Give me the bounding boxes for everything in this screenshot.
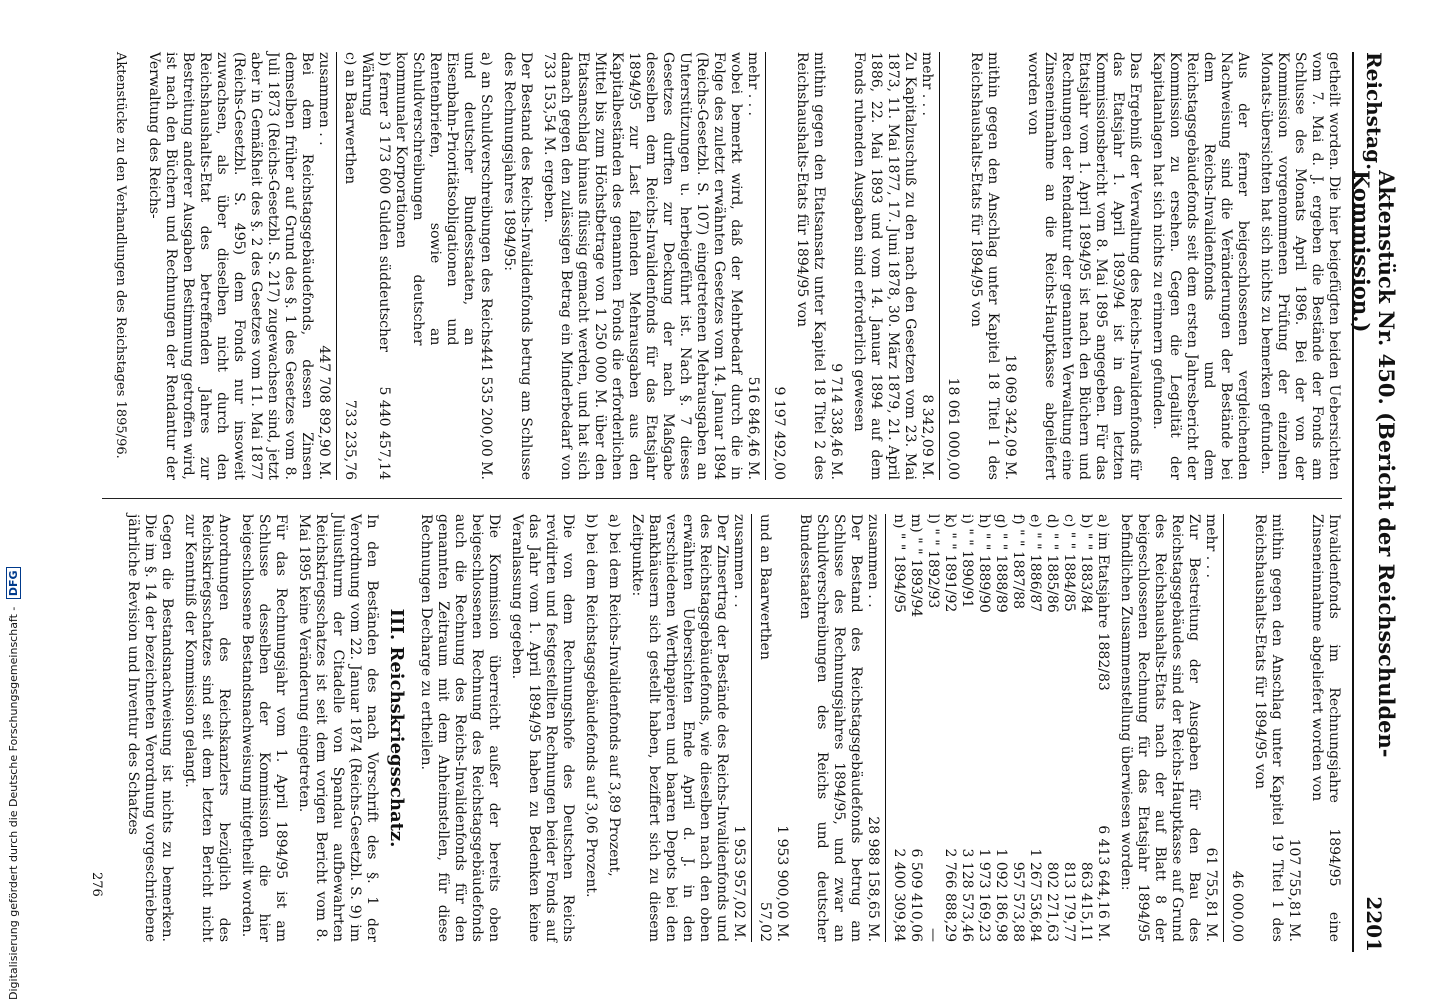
total-label: zusammen . . [731, 514, 747, 608]
paragraph: Invalidenfonds im Rechnungsjahre 1894/95 eine Zinseneinnahme abgeliefert worden von [1309, 514, 1342, 942]
paragraph: Zu Kapitalzuschuß zu den nach den Gesetzen vom 23. Mai 1873, 11. Mai 1877, 17. Juni 1878, 30. März 1879, 21. April 1886, 22. Mai 1893 und vom 14. Januar 1894 auf dem Fonds ruhenden Ausgaben sind erforderlich gewesen [851, 52, 918, 480]
amount-row [358, 52, 392, 480]
item-label: b) ferner 3 173 600 Gulden süddeutscher Währung [359, 52, 392, 352]
paragraph: Das Ergebniß der Verwaltung des Reichs-Invalidenfonds für das Etatsjahr 1. April 1893/94 ist in dem letzten Kommissionsbericht vom 8. Mai 1895 angegeben. Für das Etatsjahr vom 1. April 1894/95 ist nach den Büchern und Rechnungen der Rendantur der genannten Verwaltung eine Zinseneinnahme an die Reichs-Hauptkasse abgeliefert worden von [1025, 52, 1143, 480]
section-heading: III. Reichskriegsschatz. [386, 608, 407, 848]
header-subtitle: (Bericht der Reichsschulden-Kommission.) [1349, 170, 1399, 758]
sum-rule [336, 52, 337, 480]
total-label: mehr . . . [919, 52, 935, 116]
amount: 107 755,81 M. [1286, 838, 1302, 942]
header-page-number: 2201 [1362, 896, 1386, 952]
year-list [890, 514, 1111, 942]
amount: 9 714 338,46 M. [828, 363, 844, 480]
list-item: b) " " 1883/84 863 415,11 [1078, 514, 1094, 942]
total-amount: 8 342,09 M. [919, 394, 935, 480]
amount: 5 440 457,14 [376, 386, 392, 480]
footer-note: Aktenstücke zu den Verhandlungen des Reichstages 1895/96. [113, 52, 128, 459]
list-item: c) " " 1884/85 813 179,77 [1061, 514, 1077, 942]
page-footer-number: 276 [89, 872, 104, 897]
list-item: n) " " 1894/95 2 400 309,84 [891, 514, 907, 942]
paragraph: mithin gegen den Etatsansatz unter Kapitel 18 Titel 2 des Reichshaushalts-Etats für 1894/95 von [794, 52, 827, 480]
amount: 18 061 000,00 [945, 377, 961, 480]
amount: 46 000,00 [1229, 870, 1245, 942]
total-row [864, 514, 881, 942]
total-amount: 28 988 158,65 M. [865, 816, 881, 942]
total-amount: 61 755,81 M. [1203, 847, 1219, 942]
amount-row [770, 52, 787, 480]
list-item: i) " " 1890/91 3 128 573,46 [959, 514, 975, 942]
dfg-logo: DFG [6, 567, 21, 599]
paragraph: Der Zinsertrag der Bestände des Reichs-Invalidenfonds und des Reichstagsgebäudefonds, wie dieselben nach den oben erwähnten Uebersichten Ende April d. J. in den verschiedenen Werthpapieren und baaren Depots bei den Bankhäusern sich gestellt haben, beziffert sich zu diesem Zeitpunkte: [629, 514, 730, 942]
paragraph: Der Bestand des Reichstagsgebäudefonds betrug am Schlusse des Rechnungsjahres 1894/95, und zwar an Schuldverschreibungen des Reichs und deutscher Bundesstaaten [797, 514, 864, 942]
total-label: zusammen . . [316, 52, 332, 146]
paragraph: Der Bestand des Reichs-Invalidenfonds betrug am Schlusse des Rechnungsjahres 1894/95: [501, 52, 534, 480]
amount-row [341, 52, 358, 480]
sum-rule [765, 52, 766, 480]
list-item: d) " " 1885/86 802 271,63 [1044, 514, 1060, 942]
paragraph: Anordnungen des Reichskanzlers bezüglich des Reichskriegsschatzes sind seit dem letzten Bericht nicht zur Kenntniß der Kommission gelangt. [182, 514, 232, 942]
amount: 441 535 200,00 M. [478, 345, 494, 480]
credit-text: Digitalisierung gefördert durch die Deutsche Forschungsgemeinschaft - [7, 606, 20, 1000]
sum-rule [751, 514, 752, 942]
amount-row [773, 514, 790, 942]
page-header [1349, 52, 1399, 952]
paragraph: getheilt worden. Die hier beigefügten beiden Uebersichten vom 7. Mai d. J. ergeben die Bestände der Fonds am Schlusse des Monats April 1896. Bei der von der Kommission vorgenommenen Prüfung der einzelnen Monats-übersichten hat sich nichts zu bemerken gefunden. [1258, 52, 1342, 480]
total-row [744, 52, 761, 480]
amount-row [756, 514, 773, 942]
amount: 18 069 342,09 M. [1002, 354, 1018, 480]
item-label: c) an Baarwerthen [342, 52, 358, 185]
digitization-credit [6, 567, 21, 1000]
list-item: f) " " 1887/88 957 573,88 [1010, 514, 1026, 942]
paragraph: a) bei dem Reichs-Invalidenfonds auf 3,89 Prozent, [606, 514, 622, 877]
list-item: m) " " 1893/94 6 509 410,06 [908, 514, 924, 942]
list-item: e) " " 1886/87 1 267 536,84 [1027, 514, 1043, 942]
header-title: Aktenstück Nr. 450. [1374, 170, 1399, 405]
total-label: zusammen . . [865, 514, 881, 608]
amount-row [392, 52, 494, 480]
total-amount: 1 953 957,02 M. [731, 825, 747, 942]
list-item: l) " " 1892/93 — [925, 514, 941, 942]
list-item: k) " " 1891/92 2 766 888,29 [942, 514, 958, 942]
paragraph: Für das Rechnungsjahr vom 1. April 1894/95 ist am Schlusse desselben der Kommission die hier beigeschlossene Bestandsnachweisung mitgetheilt worden. [239, 514, 289, 942]
list-item: g) " " 1888/89 1 092 186,98 [993, 514, 1009, 942]
amount-row [944, 52, 961, 480]
paragraph: Zur Bestreitung der Ausgaben für den Bau des Reichstagsgebäudes sind der Reichs-Hauptkasse auf Grund des Reichshaushalts-Etats nach der auf Blatt 8 der beigeschlossenen Rechnung für das Etatsjahr 1894/95 befindlichen Zusammenstellung überwiesen worden: [1118, 514, 1202, 942]
paragraph: Aus der ferner beigeschlossenen vergleichenden Nachweisung sind die Veränderungen der Bestände bei dem Reichs-Invalidenfonds und dem Reichstagsgebäudefonds seit dem ersten Jahresbericht der Kommission zu ersehen. Gegen die Legalität der Kapitalanlagen hat sich nichts zu erinnern gefunden. [1150, 52, 1251, 480]
rotated-page-content [64, 52, 1399, 952]
paragraph: mithin gegen den Anschlag unter Kapitel 18 Titel 1 des Reichshaushalts-Etats für 1894/95 von [968, 52, 1001, 480]
total-row [730, 514, 747, 942]
item-label: und an Baarwerthen [757, 514, 773, 660]
item-label: a) an Schuldverschreibungen des Reichs und deutscher Bundesstaaten, an Eisenbahn-Prioritätsobligationen und Rentenbriefen, sowie an Schuldverschreibungen deutscher kommunaler Korporationen [393, 52, 494, 346]
paragraph: Die von dem Rechnungshofe des Deutschen Reichs revidirten und festgestellten Rechnungen beider Fonds auf das Jahr vom 1. April 1894/95 haben zu Bedenken keine Veranlassung gegeben. [509, 514, 576, 942]
amount: 57,02 [757, 901, 773, 942]
list-item: a) im Etatsjahre 1882/83 6 413 644,16 M. [1095, 514, 1111, 942]
total-label: mehr . . . [745, 52, 761, 116]
left-column [112, 52, 1342, 480]
total-row [315, 52, 332, 480]
amount: 733 235,76 [342, 399, 358, 480]
list-item: h) " " 1889/90 1 973 169,23 [976, 514, 992, 942]
right-column [118, 514, 1342, 942]
paragraph: wobei bemerkt wird, daß der Mehrbedarf durch die in Folge des zuletzt erwähnten Gesetzes vom 14. Januar 1894 (Reichs-Gesetzbl. S. 107) eingetretenen Mehrausgaben an Unterstützungen u. herbeigeführt ist. Nach §. 7 dieses Gesetzes durften zur Deckung der nach Maßgabe desselben dem Reichs-Invalidenfonds für das Etatsjahr 1894/95 zur Last fallenden Mehrausgaben aus den Kapitalbeständen des genannten Fonds die erforderlichen Mittel bis zum Höchstbetrage von 1 250 000 M. über den Etatsanschlag hinaus flüssig gemacht werden, und hat sich danach gegen den zulässigen Betrag ein Minderbedarf von 733 153,54 M. ergeben. [541, 52, 744, 480]
paragraph: mithin gegen den Anschlag unter Kapitel 19 Titel 1 des Reichshaushalts-Etats für 1894/95 von [1252, 514, 1285, 942]
header-left: Reichstag. [1362, 52, 1386, 171]
total-label: mehr . . . [1203, 514, 1219, 578]
column-divider [102, 498, 1342, 499]
amount-row [827, 52, 844, 480]
paragraph: Bei dem Reichstagsgebäudefonds, dessen Zinsen demselben früher auf Grund des §. 1 des Gesetzes vom 8. Juli 1873 (Reichs-Gesetzbl. S. 217) zugewachsen sind, jetzt aber in Gemäßheit des §. 2 des Gesetzes vom 11. Mai 1877 (Reichs-Gesetzbl. S. 495) dem Fonds nur insoweit zuwachsen, als über dieselben nicht durch den Reichshaushalts-Etat des betreffenden Jahres zur Bestreitung anderer Ausgaben Bestimmung getroffen wird, ist nach den Büchern und Rechnungen der Rendantur der Verwaltung des Reichs- [146, 52, 315, 480]
header-center [1349, 170, 1399, 896]
amount-row [1285, 514, 1302, 942]
paragraph: Gegen die Bestandsnachweisung ist nichts zu bemerken. Die im §. 14 der bezeichneten Verordnung vorgeschriebene jährliche Revision und Inventur des Schatzes [125, 514, 175, 942]
total-amount: 516 846,46 M. [745, 376, 761, 480]
sum-rule [1223, 514, 1224, 942]
amount-row [1228, 514, 1245, 942]
amount: 9 197 492,00 [771, 386, 787, 480]
paragraph: Die Kommission überreicht außer der bereits oben beigeschlossenen Rechnung des Reichstagsgebäudefonds auch die Rechnung des Reichs-Invalidenfonds für den genannten Zeitraum mit dem Anheimstellen, für diese Rechnungen Decharge zu ertheilen. [418, 514, 502, 942]
amount-row [1001, 52, 1018, 480]
paragraph: b) bei dem Reichstagsgebäudefonds auf 3,06 Prozent. [583, 514, 599, 898]
sum-rule [939, 52, 940, 480]
total-row [918, 52, 935, 480]
total-amount: 447 708 892,90 M. [316, 345, 332, 480]
sum-rule [885, 514, 886, 942]
amount: 1 953 900,00 M. [774, 825, 790, 942]
total-row [1202, 514, 1219, 942]
paragraph: In den Beständen des nach Vorschrift des §. 1 der Verordnung vom 22. Januar 1874 (Reichs-Gesetzbl. S. 9) im Juliusthurm der Citadelle von Spandau aufbewahrten Reichskriegsschatzes ist seit dem vorigen Bericht vom 8. Mai 1895 keine Veränderung eingetreten. [296, 514, 380, 942]
